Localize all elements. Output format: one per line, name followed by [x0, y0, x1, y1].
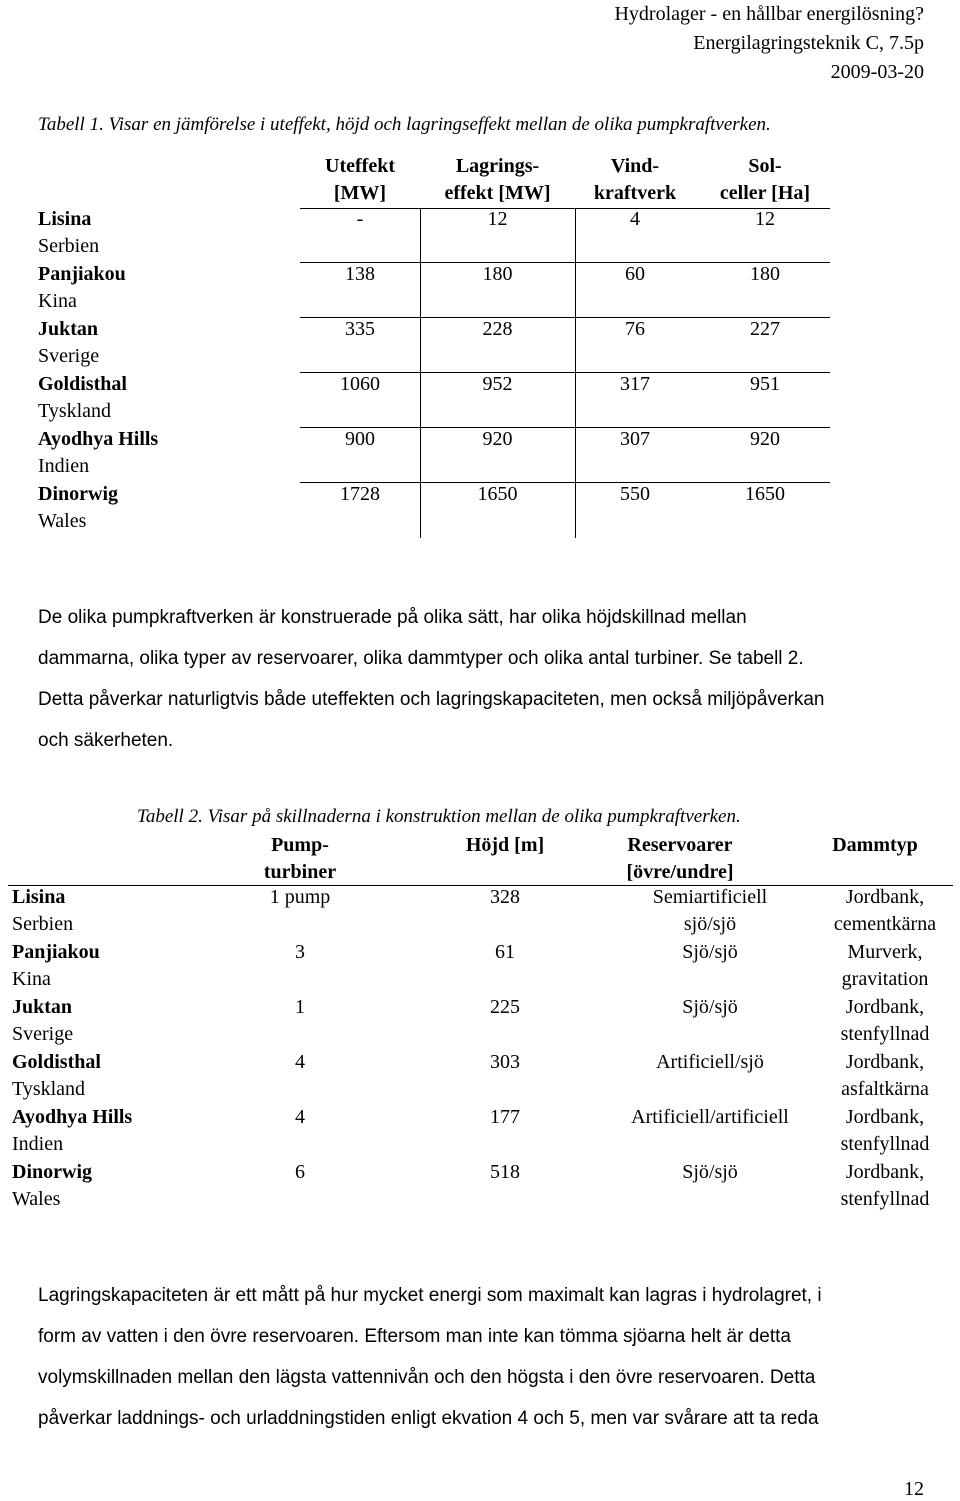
table1-country: Sverige [38, 345, 100, 367]
table1-cell: 307 [620, 428, 650, 450]
table2-country: Sverige [12, 1023, 74, 1045]
table2-dammtyp: Jordbank, [845, 1161, 925, 1183]
table1-cell: - [356, 208, 364, 230]
table2-hojd: 303 [490, 1051, 520, 1073]
paragraph-line: Lagringskapaciteten är ett mått på hur mycket energi som maximalt kan lagras i hydrolagret, i [38, 1285, 822, 1306]
table1-header-lagringseffekt: Lagrings- effekt [MW] [444, 155, 551, 204]
table2-dammtyp-2: stenfyllnad [840, 1023, 930, 1045]
table1-cell: 180 [750, 263, 780, 285]
table2-hojd: 518 [490, 1161, 520, 1183]
table2-hojd: 177 [490, 1106, 520, 1128]
header-date: 2009-03-20 [830, 61, 924, 83]
table1-cell: 335 [345, 318, 375, 340]
table1-cell: 550 [620, 483, 650, 505]
table2-dammtyp: Jordbank, [845, 1106, 925, 1128]
table2-hojd: 225 [490, 996, 520, 1018]
table2-header-reservoarer: Reservoarer [övre/undre] [626, 834, 734, 883]
table1-country: Wales [38, 510, 87, 532]
table2-dammtyp: Jordbank, [845, 1051, 925, 1073]
table1-cell: 228 [482, 318, 513, 340]
table1-station: Dinorwig [38, 483, 118, 505]
table1-cell: 920 [482, 428, 513, 450]
table2-dammtyp-2: cementkärna [833, 913, 937, 935]
table1-header-uteffekt: Uteffekt [MW] [325, 155, 395, 204]
table2-hojd: 328 [490, 886, 520, 908]
table2-reservoar: Semiartificiell [652, 886, 768, 908]
table2-station: Panjiakou [12, 941, 100, 963]
table2-hojd: 61 [495, 941, 515, 963]
table1-cell: 76 [625, 318, 645, 340]
paragraph-2 [38, 1275, 938, 1439]
table1-header-solceller: Sol- celler [Ha] [719, 155, 811, 204]
table1-cell: 4 [630, 208, 640, 230]
table1-cell: 12 [487, 208, 508, 230]
paragraph-line: De olika pumpkraftverken är konstruerade på olika sätt, har olika höjdskillnad mellan [38, 607, 747, 628]
paragraph-line: dammarna, olika typer av reservoarer, olika dammtyper och olika antal turbiner. Se tabell 2. [38, 648, 804, 669]
table2-dammtyp: Jordbank, [845, 996, 925, 1018]
table1-cell: 952 [482, 373, 513, 395]
header-course: Energilagringsteknik C, 7.5p [693, 32, 924, 54]
table1-station: Ayodhya Hills [38, 428, 159, 450]
table1-cell: 317 [620, 373, 650, 395]
table1-station: Juktan [38, 318, 99, 340]
page-number: 12 [904, 1478, 924, 1500]
table1-cell: 1060 [340, 373, 380, 395]
table1-station: Panjiakou [38, 263, 126, 285]
table1-cell: 1650 [745, 483, 785, 505]
table1-country: Serbien [38, 235, 100, 257]
table2-dammtyp-2: stenfyllnad [840, 1188, 930, 1210]
table1-station: Goldisthal [38, 373, 127, 395]
table1-cell: 1728 [340, 483, 380, 505]
table1-cell: 1650 [477, 483, 518, 505]
table2-station: Ayodhya Hills [12, 1106, 133, 1128]
table2-station: Lisina [12, 886, 66, 908]
paragraph-line: påverkar laddnings- och urladdningstiden enligt ekvation 4 och 5, men var svårare att ta reda [38, 1408, 819, 1429]
table1-station: Lisina [38, 208, 92, 230]
table2-station: Juktan [12, 996, 73, 1018]
table2-station: Goldisthal [12, 1051, 101, 1073]
table2-reservoar: Sjö/sjö [682, 941, 738, 963]
table2-reservoar-2: sjö/sjö [683, 913, 737, 935]
table2-reservoar: Sjö/sjö [682, 1161, 738, 1183]
table2-country: Serbien [12, 913, 74, 935]
table1-country: Kina [38, 290, 77, 312]
table1-cell: 180 [482, 263, 513, 285]
table2-country: Kina [12, 968, 51, 990]
table2-pump: 3 [295, 941, 305, 963]
table2-pump: 1 pump [269, 886, 331, 908]
table2-dammtyp: Murverk, [847, 941, 923, 963]
table1-country: Indien [38, 455, 90, 477]
table2-pump: 4 [295, 1106, 305, 1128]
table2-header-hojd: Höjd [m] [465, 834, 545, 856]
table2-pump: 1 [295, 996, 305, 1018]
page-header [614, 0, 924, 87]
table1-country: Tyskland [38, 400, 112, 422]
table1-caption: Tabell 1. Visar en jämförelse i uteffekt, höjd och lagringseffekt mellan de olika pumpkraftverken. [38, 114, 771, 135]
paragraph-line: Detta påverkar naturligtvis både uteffekten och lagringskapaciteten, men också miljöpåverkan [38, 689, 825, 710]
table2-reservoar: Sjö/sjö [682, 996, 738, 1018]
table2-country: Tyskland [12, 1078, 86, 1100]
table1-header-vindkraftverk: Vind- kraftverk [593, 155, 677, 204]
paragraph-line: volymskillnaden mellan den lägsta vattennivån och den högsta i den övre reservoaren. Detta [38, 1367, 816, 1388]
table2-country: Wales [12, 1188, 61, 1210]
table2-dammtyp-2: asfaltkärna [841, 1078, 929, 1100]
table2-header-pumpturbiner: Pump- turbiner [263, 834, 337, 883]
table2-station: Dinorwig [12, 1161, 92, 1183]
paragraph-1 [38, 597, 938, 761]
table1-cell: 951 [750, 373, 780, 395]
table2-dammtyp: Jordbank, [845, 886, 925, 908]
table2-dammtyp-2: stenfyllnad [840, 1133, 930, 1155]
paragraph-line: och säkerheten. [38, 730, 174, 751]
table2-country: Indien [12, 1133, 64, 1155]
table2-header-dammtyp: Dammtyp [832, 834, 918, 856]
table1-cell: 900 [345, 428, 375, 450]
table1-cell: 60 [625, 263, 645, 285]
table2-reservoar: Artificiell/artificiell [631, 1106, 789, 1128]
table1-cell: 920 [750, 428, 780, 450]
table2-dammtyp-2: gravitation [841, 968, 929, 990]
table2-reservoar: Artificiell/sjö [656, 1051, 764, 1073]
table1-cell: 12 [755, 208, 775, 230]
table2-pump: 4 [295, 1051, 305, 1073]
paragraph-line: form av vatten i den övre reservoaren. Eftersom man inte kan tömma sjöarna helt är detta [38, 1326, 791, 1347]
header-title: Hydrolager - en hållbar energilösning? [614, 3, 924, 25]
table1-cell: 227 [750, 318, 780, 340]
table2-pump: 6 [295, 1161, 305, 1183]
table2-caption: Tabell 2. Visar på skillnaderna i konstruktion mellan de olika pumpkraftverken. [137, 806, 741, 827]
table1-cell: 138 [345, 263, 375, 285]
